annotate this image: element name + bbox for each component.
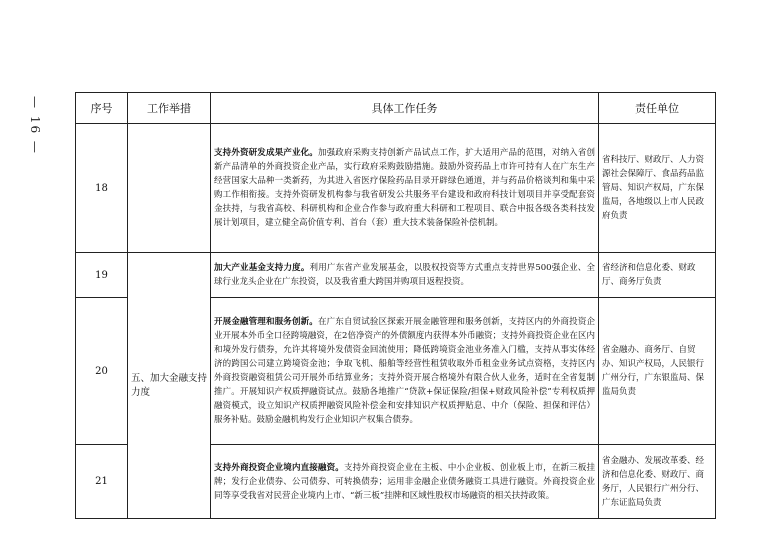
row-task: [211, 253, 599, 298]
row-task: [211, 298, 599, 445]
table-row: [76, 124, 716, 253]
work-task-table: [75, 92, 716, 519]
table-header-row: [76, 93, 716, 124]
task-body: 支持外商投资企业在主板、中小企业板、创业板上市，在新三板挂牌；发行企业债券、公司债券、可转换债券；运用非金融企业债务融资工具进行融资。外商投资企业同等享受我省对民营企业境内上市、“新三板”挂牌和区域性股权市场融资的相关扶持政策。: [214, 462, 595, 501]
task-body: 利用广东省产业发展基金，以股权投资等方式重点支持世界500强企业、全球行业龙头企业在广东投资，以及我省重大跨国并购项目返程投资。: [214, 263, 595, 287]
row-task: [211, 124, 599, 253]
task-body: 加强政府采购支持创新产品试点工作，扩大适用产品的范围，对纳入省创新产品清单的外商投资企业产品，实行政府采购鼓励措施。鼓励外资药品上市许可持有人在广东生产经营国家大品种一类新药，为其进入省医疗保险药品目录开辟绿色通道，并与药品价格谈判和集中采购工作相衔接。支持外资研发机构参与我省研发公共服务平台建设和政府科技计划项目并享受配套资金扶持，与我省高校、科研机构和企业合作参与政府重大科研和工程项目、联合申报各级各类科技发展计划项目，建立健全高价值专利、首台（套）重大技术装备保险补偿机制。: [214, 148, 595, 228]
task-lead: 加大产业基金支持力度。: [214, 263, 310, 273]
page-number: — 16 —: [28, 96, 42, 155]
row-seq: 20: [76, 298, 128, 445]
task-lead: 支持外资研发成果产业化。: [214, 148, 318, 158]
table-row: [76, 253, 716, 298]
header-unit: 责任单位: [599, 93, 716, 124]
row-unit: 省科技厅、财政厅、人力资源社会保障厅、食品药品监管局、知识产权局，广东保监局，各地级以上市人民政府负责: [599, 124, 716, 253]
row-unit: 省金融办、商务厅、自贸办、知识产权局，人民银行广州分行，广东银监局、保监局负责: [599, 298, 716, 445]
row-seq: 21: [76, 445, 128, 519]
row-seq: 18: [76, 124, 128, 253]
task-lead: 支持外商投资企业境内直接融资。: [214, 462, 344, 473]
row-task: [211, 445, 599, 519]
row-measure: 五、加大金融支持力度: [128, 253, 211, 519]
header-task: 具体工作任务: [211, 93, 599, 124]
task-lead: 开展金融管理和服务创新。: [214, 317, 318, 327]
header-seq: 序号: [76, 93, 128, 124]
task-body: 在广东自贸试验区探索开展金融管理和服务创新，支持区内的外商投资企业开展本外币全口径跨境融资，在2倍净资产的外债额度内获得本外币融资；支持外商投资企业在区内和境外发行债券，允许其将境外发债资金回流使用；降低跨境资金池业务准入门槛，支持从事实体经济的跨国公司建立跨境资金池；争取飞机、船舶等经营性租赁收取外币租金业务试点资格，支持区内外商投资融资租赁公司开展外币结算业务；支持外资开展合格境外有限合伙人业务，适时在全省复制推广。开展知识产权质押融资试点。鼓励各地推广“贷款+保证保险/担保+财政风险补偿”专利权质押融资模式，设立知识产权质押融资风险补偿金和安排知识产权质押贴息、中介（保险、担保和评估）服务补贴。鼓励金融机构发行企业知识产权集合债券。: [214, 317, 595, 425]
header-measure: 工作举措: [128, 93, 211, 124]
row-seq: 19: [76, 253, 128, 298]
row-unit: 省金融办、发展改革委、经济和信息化委、财政厅、商务厅，人民银行广州分行、广东证监局负责: [599, 445, 716, 519]
row-unit: 省经济和信息化委、财政厅、商务厅负责: [599, 253, 716, 298]
row-measure: [128, 124, 211, 253]
